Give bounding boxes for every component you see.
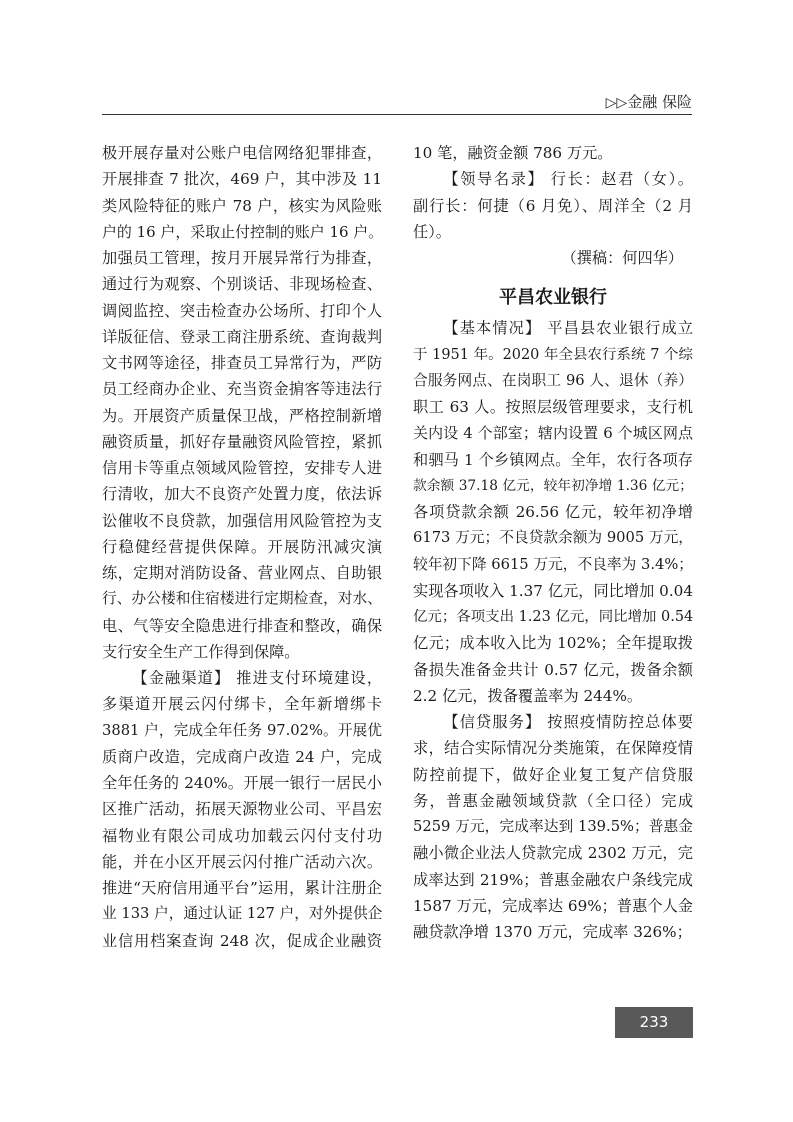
text-line: 练，定期对消防设备、营业网点、自助银 — [102, 564, 382, 582]
text-line: 亿元；成本收入比为 102%；全年提取拨 — [413, 634, 693, 653]
text-line: 质商户改造，完成商户改造 24 户，完成 — [102, 747, 382, 766]
text-line: 合服务网点、在岗职工 96 人、退休（养） — [413, 371, 693, 389]
text-line: 融资质量，抓好存量融资风险管控，紧抓 — [102, 432, 382, 451]
credit-service-paragraph — [413, 709, 693, 945]
text-line: 各项贷款余额 26.56 亿元，较年初净增 — [413, 503, 693, 521]
section-title: 平昌农业银行 — [499, 287, 607, 309]
text-line: 实现各项收入 1.37 亿元，同比增加 0.04 — [413, 581, 693, 600]
text-line: 务，普惠金融领域贷款（全口径）完成 — [413, 791, 693, 810]
page-number: 233 — [615, 1007, 693, 1038]
text-line: 信用卡等重点领域风险管控，安排专人进 — [102, 459, 382, 477]
text-line: 电、气等安全隐患进行排查和整改，确保 — [102, 616, 382, 635]
text-line: 业 133 户，通过认证 127 户，对外提供企 — [102, 905, 383, 923]
text-line: 亿元；各项支出 1.23 亿元，同比增加 0.54 — [413, 609, 694, 625]
text-line: 福物业有限公司成功加载云闪付支付功 — [102, 826, 382, 845]
paragraph-first-line — [102, 665, 382, 691]
text-line: 推进“天府信用通平台”运用，累计注册企 — [102, 879, 382, 897]
paragraph-first-line — [413, 166, 693, 192]
text-line: 融贷款净增 1370 万元，完成率 326%； — [413, 923, 692, 941]
text-line: 10 笔，融资金额 786 万元。 — [413, 144, 613, 162]
text-run: 行长：赵君（女）。 — [544, 170, 693, 189]
text-run: 按照疫情防控总体要 — [541, 713, 694, 731]
text-line: 类风险特征的账户 78 户，核实为风险账 — [102, 196, 382, 215]
section-tag-basic-info: 【基本情况】 — [443, 319, 542, 338]
header-section: 金融 — [627, 93, 658, 111]
text-run: 推进支付环境建设， — [230, 669, 383, 687]
text-line: 为。开展资产质量保卫战，严格控制新增 — [102, 406, 382, 425]
text-line: 通过行为观察、个别谈话、非现场检查、 — [102, 275, 382, 294]
text-line: 款余额 37.18 亿元，较年初净增 1.36 亿元； — [413, 477, 693, 494]
text-line: 于 1951 年。2020 年全县农行系统 7 个综 — [413, 346, 693, 363]
risk-management-paragraph — [102, 140, 382, 665]
text-line: 求，结合实际情况分类施策，在保障疫情 — [413, 739, 693, 758]
text-line: 1587 万元，完成率达 69%；普惠个人金 — [413, 896, 693, 915]
text-line: 行、办公楼和住宿楼进行定期检查，对水、 — [102, 590, 382, 608]
text-line: 备损失准备金共计 0.57 亿元，拨备余额 — [413, 660, 693, 679]
text-line: 和驷马 1 个乡镇网点。全年，农行各项存 — [413, 450, 693, 469]
text-line: 加强员工管理，按月开展异常行为排查， — [102, 249, 382, 267]
basic-info-paragraph — [413, 315, 693, 709]
text-line: 全年任务的 240%。开展一银行一居民小 — [102, 774, 382, 792]
text-line: 6173 万元；不良贷款余额为 9005 万元， — [413, 529, 693, 547]
left-column — [102, 140, 382, 954]
text-line: 防控前提下，做好企业复工复产信贷服 — [413, 765, 693, 784]
text-line: 文书网等途径，排查员工异常行为，严防 — [102, 354, 382, 372]
section-tag-leadership: 【领导名录】 — [443, 170, 545, 189]
text-line: 5259 万元，完成率达到 139.5%；普惠金 — [413, 818, 693, 835]
right-column — [413, 140, 693, 945]
text-line: 区推广活动，拓展天源物业公司、平昌宏 — [102, 800, 382, 819]
text-line: 行稳健经营提供保障。开展防汛减灾演 — [102, 537, 382, 556]
text-line: 成率达到 219%；普惠金融农户条线完成 — [413, 870, 693, 889]
running-header — [102, 92, 692, 115]
text-run: 平昌县农业银行成立 — [541, 319, 694, 338]
text-line: 支行安全生产工作得到保障。 — [102, 642, 300, 661]
text-line: 详版征信、登录工商注册系统、查询裁判 — [102, 327, 382, 346]
text-line: 员工经商办企业、充当资金掮客等违法行 — [102, 380, 382, 399]
text-line: 任）。 — [413, 222, 451, 241]
leadership-paragraph — [413, 166, 693, 245]
text-line: 较年初下降 6615 万元，不良率为 3.4%； — [413, 555, 693, 573]
header-section-label — [606, 92, 692, 113]
text-line: 副行长：何捷（6 月免）、周洋全（2 月 — [413, 196, 693, 215]
double-triangle-icon: ▷▷ — [605, 95, 628, 111]
text-line: 融小微企业法人贷款完成 2302 万元，完 — [413, 844, 693, 863]
text-line: 关内设 4 个部室；辖内设置 6 个城区网点 — [413, 424, 693, 443]
author-byline: （撰稿：何四华） — [561, 249, 683, 267]
text-line: 户的 16 户，采取止付控制的账户 16 户。 — [102, 222, 384, 241]
text-line: 极开展存量对公账户电信网络犯罪排查， — [102, 144, 382, 162]
text-line: 业信用档案查询 248 次，促成企业融资 — [102, 931, 382, 950]
text-line: 开展排查 7 批次，469 户，其中涉及 11 — [102, 170, 382, 189]
text-line: 能，并在小区开展云闪付推广活动六次。 — [102, 852, 382, 871]
text-line: 职工 63 人。按照层级管理要求，支行机 — [413, 398, 693, 416]
text-line: 讼催收不良贷款，加强信用风险管控为支 — [102, 511, 382, 530]
section-tag-finance-channel: 【金融渠道】 — [132, 669, 231, 687]
finance-channel-paragraph — [102, 665, 382, 954]
header-subsection: 保险 — [661, 93, 692, 111]
text-line: 3881 户，完成全年任务 97.02%。开展优 — [102, 721, 382, 739]
paragraph-first-line — [413, 709, 693, 735]
text-line: 调阅监控、突击检查办公场所、打印个人 — [102, 301, 382, 320]
continuation-paragraph — [413, 140, 693, 166]
text-line: 多渠道开展云闪付绑卡，全年新增绑卡 — [102, 695, 382, 714]
section-tag-credit-service: 【信贷服务】 — [443, 713, 542, 731]
text-line: 2.2 亿元，拨备覆盖率为 244%。 — [413, 686, 643, 705]
text-line: 行清收，加大不良资产处置力度，依法诉 — [102, 485, 382, 504]
paragraph-first-line — [413, 315, 693, 341]
